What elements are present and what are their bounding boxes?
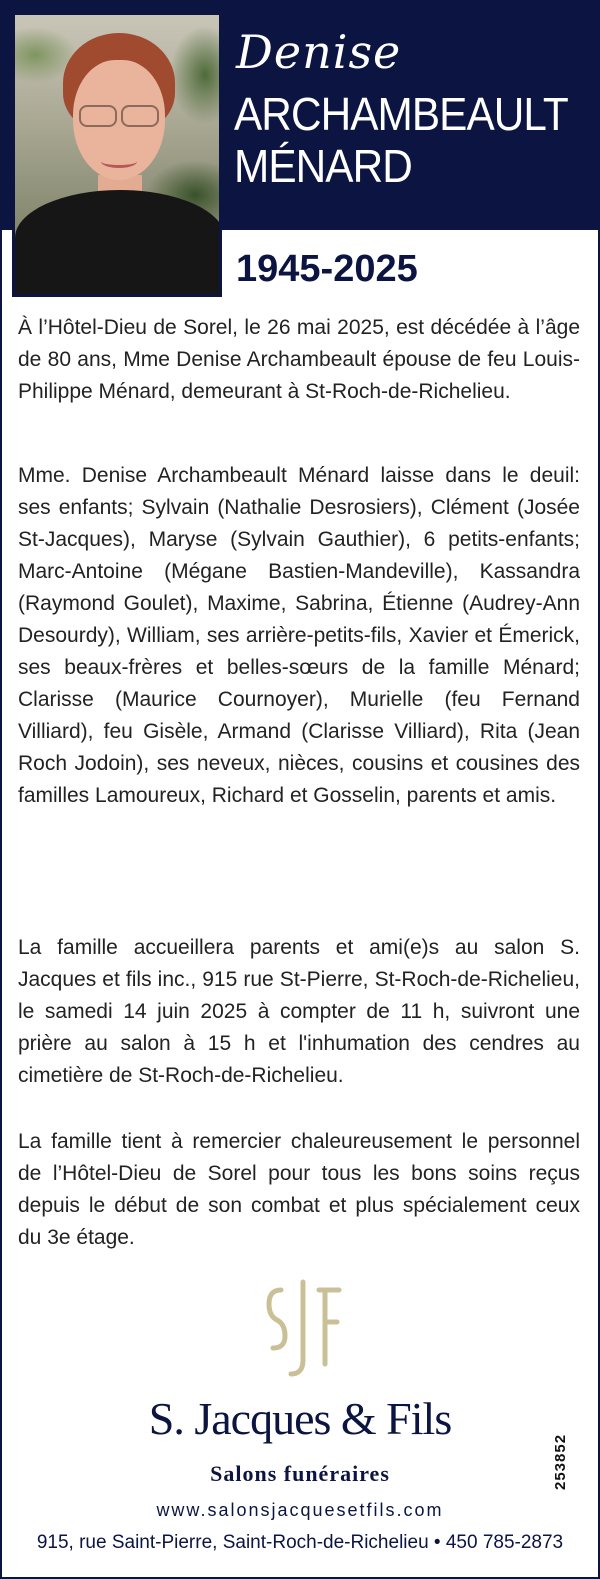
- address-phone: 915, rue Saint-Pierre, Saint-Roch-de-Richelieu • 450 785-2873: [36, 1532, 564, 1553]
- life-years: 1945-2025: [236, 248, 418, 290]
- first-name: Denise: [236, 25, 402, 79]
- funeral-home-subtitle: Salons funéraires: [210, 1461, 390, 1486]
- last-name-line2: MÉNARD: [234, 140, 412, 192]
- funeral-home-name: S. Jacques & Fils: [148, 1393, 452, 1444]
- website-link[interactable]: www.salonsjacquesetfils.com: [156, 1500, 444, 1520]
- ad-id: 253852: [552, 1433, 569, 1490]
- sjf-monogram-icon: [263, 1278, 343, 1378]
- paragraph-family: Mme. Denise Archambeault Ménard laisse dans le deuil: ses enfants; Sylvain (Nathalie Desrosiers), Clément (Josée St-Jacques), Maryse (Sylvain Gauthier), 6 petits-enfants; Marc-Antoine (Mégane Bastien-Mandeville), Kassandra (Raymond Goulet), Maxime, Sabrina, Étienne (Audrey-Ann Desourdy), William, ses arrière-petits-fils, Xavier et Émerick, ses beaux-frères et belles-sœurs de la famille Ménard; Clarisse (Maurice Cournoyer), Murielle (feu Fernand Villiard), feu Gisèle, Armand (Clarisse Villiard), Rita (Jean Roch Jodoin), ses neveux, nièces, cousins et cousines des familles Lamoureux, Richard et Gosselin, parents et amis.: [18, 464, 580, 807]
- portrait-photo: [12, 12, 222, 297]
- last-name-line1: ARCHAMBEAULT: [234, 88, 568, 140]
- paragraph-thanks: La famille tient à remercier chaleureusement le personnel de l’Hôtel-Dieu de Sorel pour tous les bons soins reçus depuis le début de son combat et plus spécialement ceux du 3e étage.: [18, 1130, 580, 1249]
- paragraph-visitation: La famille accueillera parents et ami(e)s au salon S. Jacques et fils inc., 915 rue St-Pierre, St-Roch-de-Richelieu, le samedi 14 juin 2025 à compter de 11 h, suivront une prière au salon à 15 h et l'inhumation des cendres au cimetière de St-Roch-de-Richelieu.: [18, 936, 580, 1087]
- paragraph-death-notice: À l’Hôtel-Dieu de Sorel, le 26 mai 2025, est décédée à l’âge de 80 ans, Mme Denise Archambeault épouse de feu Louis-Philippe Ménard, demeurant à St-Roch-de-Richelieu.: [18, 316, 580, 403]
